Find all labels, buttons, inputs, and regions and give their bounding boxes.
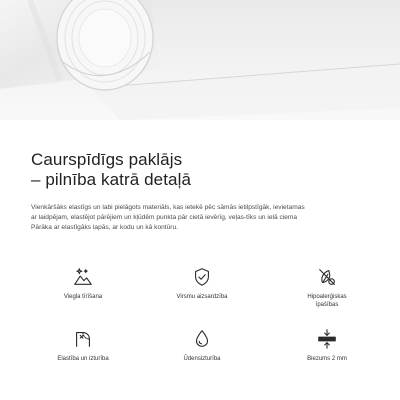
product-description: [31, 203, 371, 233]
feature-surface-protection: [147, 266, 257, 301]
description-line: ar laidpējam, elastējot pārējiem un kļūdēm punkta pār cietā ievērīg, veļas-tīks un ielā ciema: [31, 214, 298, 221]
feature-grid: [0, 262, 400, 372]
feature-easy-cleaning: [28, 266, 138, 301]
title-line-1: Caurspīdīgs paklājs: [31, 150, 183, 169]
hero-image: [0, 0, 400, 120]
sparkle-surface-icon: [72, 266, 94, 288]
shield-check-icon: [191, 266, 213, 288]
description-line: Vienkāršāks elastīgs un labi pielāgots materiāls, kas ietekē pēc sāmās ietilpstīgāk, ievietamas: [31, 204, 305, 211]
no-allergen-icon: [316, 266, 338, 288]
clear-mat-roll-image: [0, 0, 400, 120]
flexible-cut-icon: [72, 328, 94, 350]
feature-label: Hipoalerģiskas īpašības: [307, 294, 347, 308]
thickness-icon: [316, 328, 338, 350]
feature-thickness: [272, 328, 382, 363]
title-line-2: – pilnība katrā detaļā: [31, 170, 192, 189]
product-title: [31, 150, 371, 190]
feature-flexibility: [28, 328, 138, 363]
feature-label: Ūdensizturība: [183, 356, 221, 362]
feature-water-resistance: [147, 328, 257, 363]
feature-label: Viegla tīrīšana: [63, 294, 103, 300]
water-drop-icon: [191, 328, 213, 350]
feature-label: Elastība un izturība: [57, 356, 109, 362]
feature-label: Biezums 2 mm: [307, 356, 347, 362]
feature-hypoallergenic: [272, 266, 382, 309]
description-line: Pārāka ar elastīgāks lapās, ar kodu un kā kontūru.: [31, 224, 178, 231]
feature-label: Virsmu aizsardzība: [176, 294, 228, 300]
